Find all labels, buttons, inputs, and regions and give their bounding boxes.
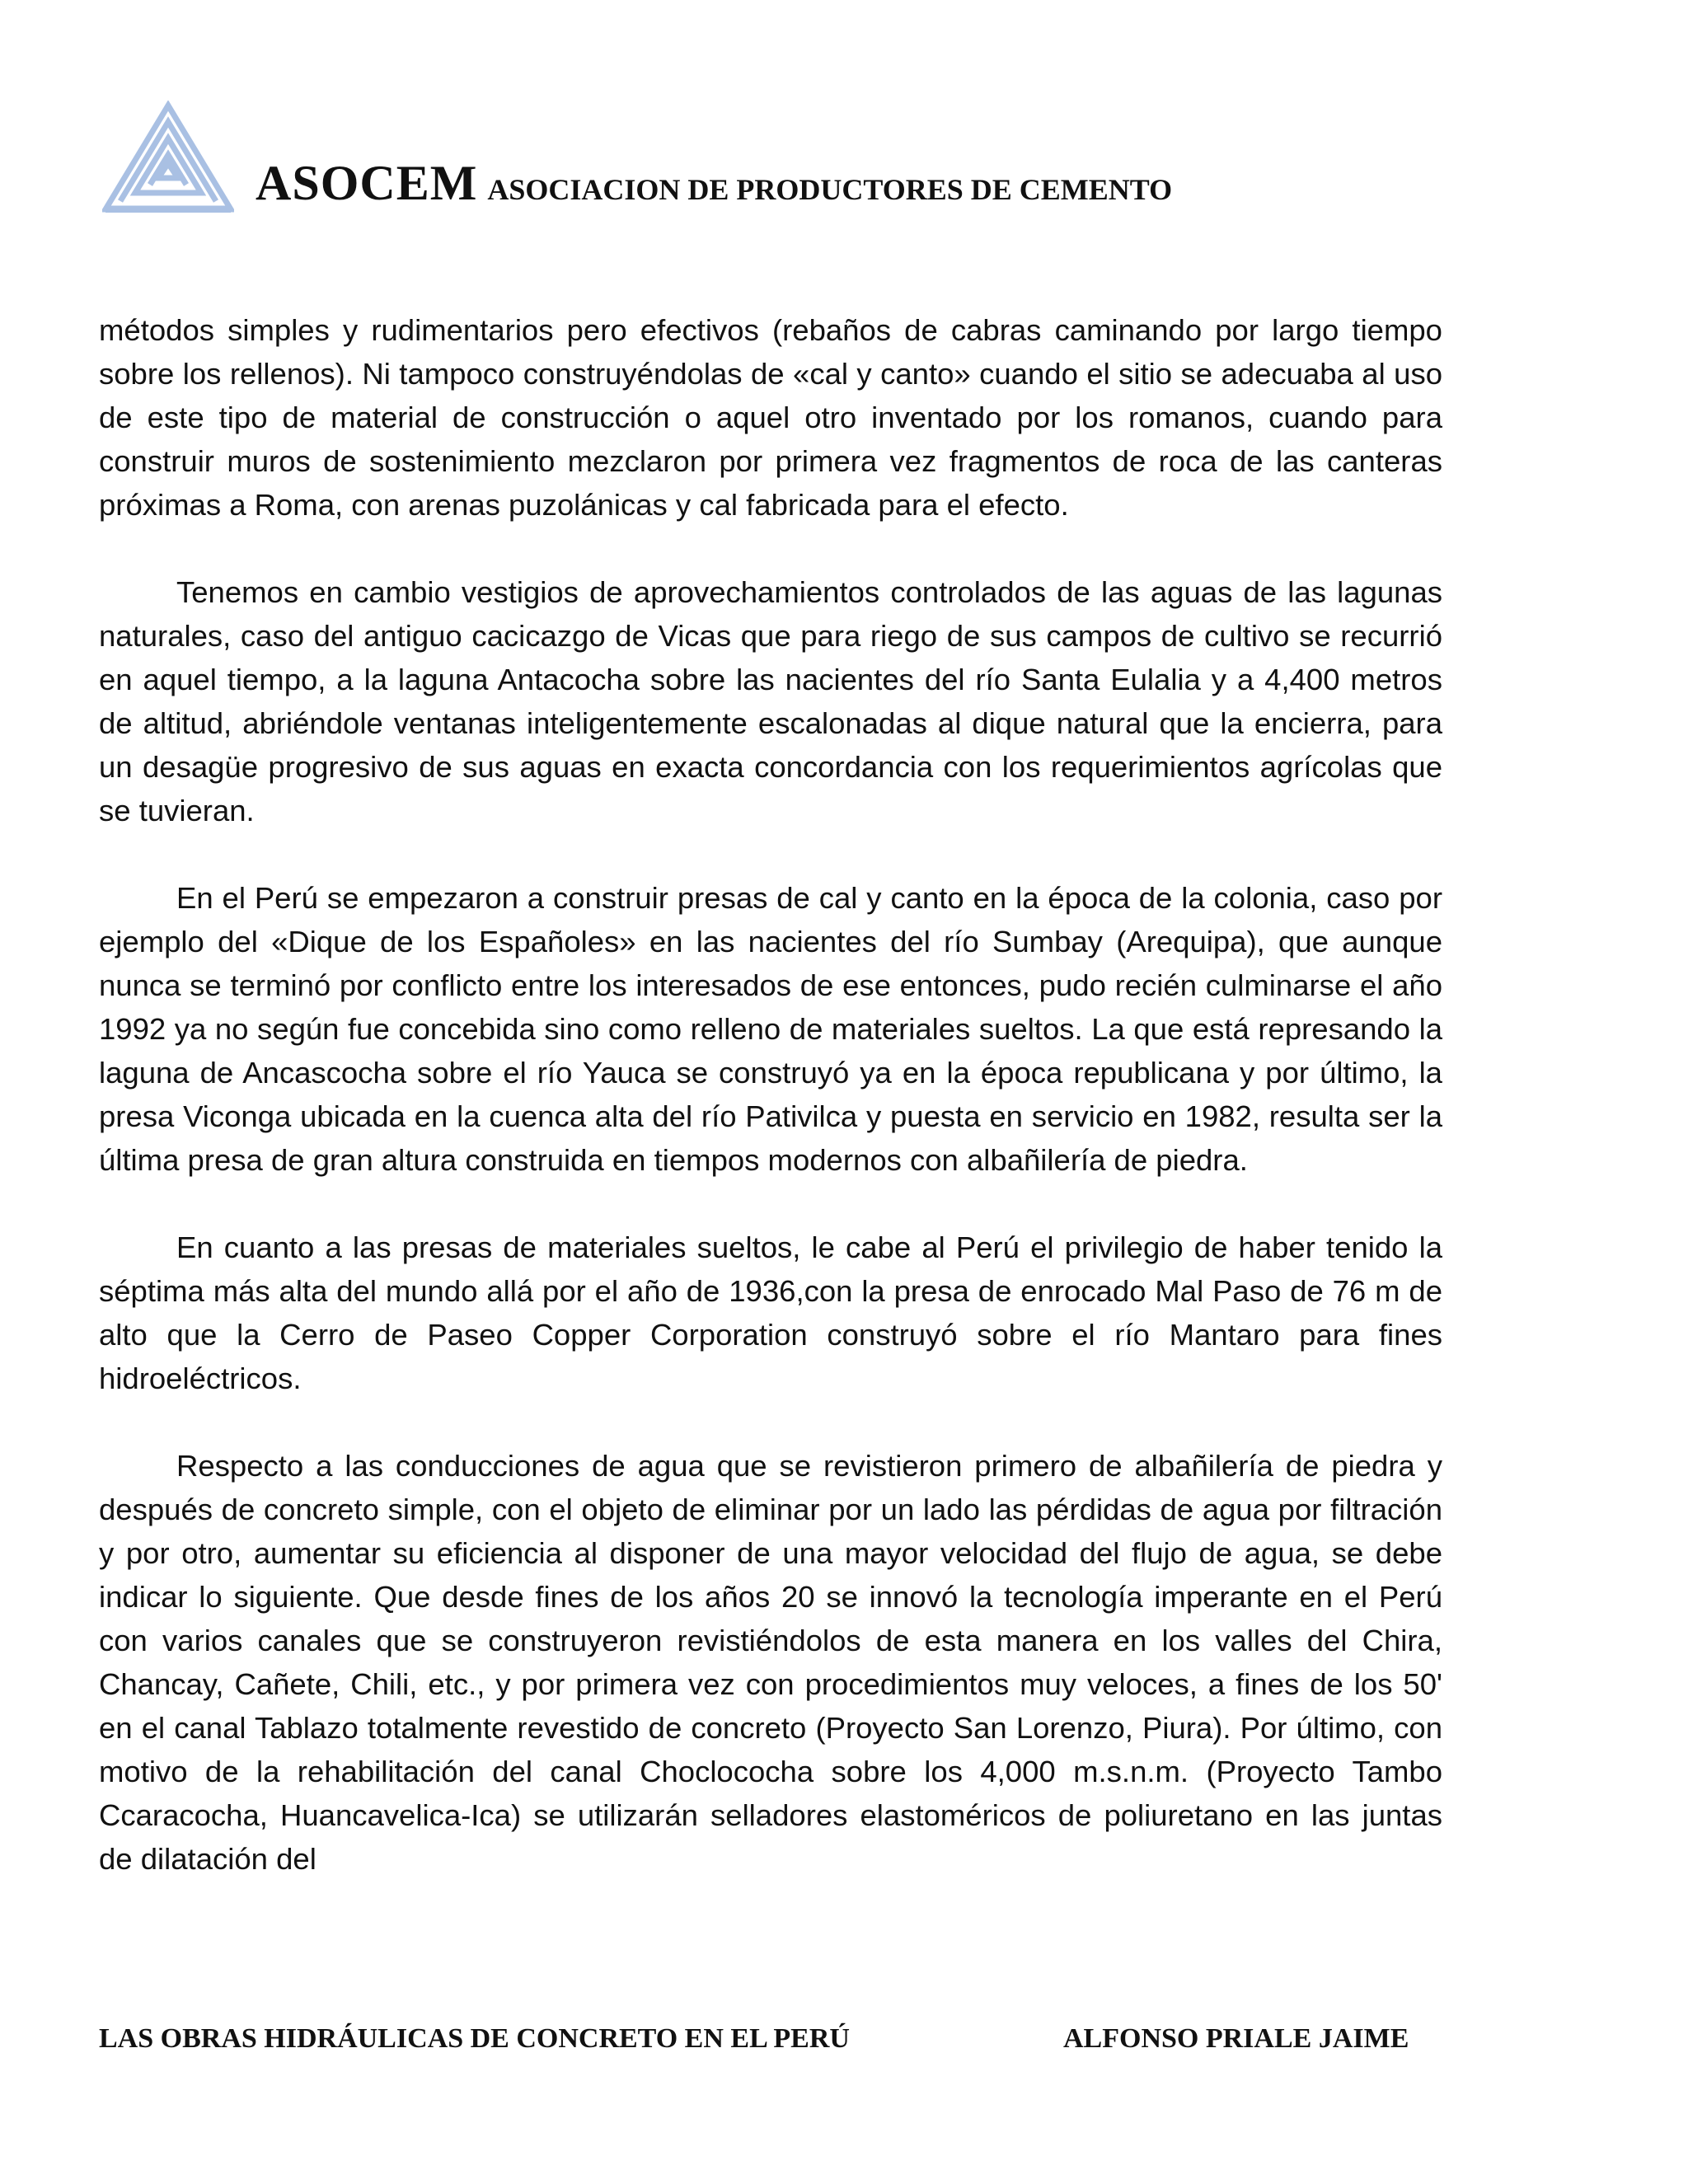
- asocem-triangle-logo-icon: [102, 101, 234, 213]
- paragraph-4: En cuanto a las presas de materiales sueltos, le cabe al Perú el privilegio de haber tenido la séptima más alta del mundo allá por el año de 1936,con la presa de enrocado Mal Paso de 76 m de alto que la Cerro de Paseo Copper Corporation construyó sobre el río Mantaro para fines hidroeléctricos.: [99, 1230, 1442, 1395]
- footer-document-title: LAS OBRAS HIDRÁULICAS DE CONCRETO EN EL PERÚ: [99, 2023, 850, 2054]
- paragraph-2: Tenemos en cambio vestigios de aprovechamientos controlados de las aguas de las lagunas naturales, caso del antiguo cacicazgo de Vicas que para riego de sus campos de cultivo se recurrió en aquel tiempo, a la laguna Antacocha sobre las nacientes del río Santa Eulalia y a 4,400 metros de altitud, abriéndole ventanas inteligentemente escalonadas al dique natural que la encierra, para un desagüe progresivo de sus aguas en exacta concordancia con los requerimientos agrícolas que se tuvieran.: [99, 575, 1442, 827]
- brand-subtitle: ASOCIACION DE PRODUCTORES DE CEMENTO: [487, 173, 1173, 206]
- paragraph-5: Respecto a las conducciones de agua que se revistieron primero de albañilería de piedra y después de concreto simple, con el objeto de eliminar por un lado las pérdidas de agua por filtración y por otro, aumentar su eficiencia al disponer de una mayor velocidad del flujo de agua, se debe indicar lo siguiente. Que desde fines de los años 20 se innovó la tecnología imperante en el Perú con varios canales que se construyeron revistiéndolos de esta manera en los valles del Chira, Chancay, Cañete, Chili, etc., y por primera vez con procedimientos muy veloces, a fines de los 50' en el canal Tablazo totalmente revestido de concreto (Proyecto San Lorenzo, Piura). Por último, con motivo de la rehabilitación del canal Choclococha sobre los 4,000 m.s.n.m. (Proyecto Tambo Ccaracocha, Huancavelica-Ica) se utilizarán selladores elastoméricos de poliuretano en las juntas de dilatación del: [99, 1449, 1442, 1876]
- footer-author: ALFONSO PRIALE JAIME: [1063, 2023, 1409, 2054]
- brand-header: [256, 155, 1172, 212]
- brand-name: ASOCEM: [256, 156, 478, 210]
- paragraph-3: En el Perú se empezaron a construir presas de cal y canto en la época de la colonia, caso por ejemplo del «Dique de los Españoles» en las nacientes del río Sumbay (Arequipa), que aunque nunca se terminó por conflicto entre los interesados de ese entonces, pudo recién culminarse el año 1992 ya no según fue concebida sino como relleno de materiales sueltos. La que está represando la laguna de Ancascocha sobre el río Yauca se construyó ya en la época republicana y por último, la presa Viconga ubicada en la cuenca alta del río Pativilca y puesta en servicio en 1982, resulta ser la última presa de gran altura construida en tiempos modernos con albañilería de piedra.: [99, 881, 1442, 1177]
- document-body: [99, 308, 1442, 1924]
- paragraph-1: métodos simples y rudimentarios pero efectivos (rebaños de cabras caminando por largo tiempo sobre los rellenos). Ni tampoco construyéndolas de «cal y canto» cuando el sitio se adecuaba al uso de este tipo de material de construcción o aquel otro inventado por los romanos, cuando para construir muros de sostenimiento mezclaron por primera vez fragmentos de roca de las canteras próximas a Roma, con arenas puzolánicas y cal fabricada para el efecto.: [99, 313, 1442, 522]
